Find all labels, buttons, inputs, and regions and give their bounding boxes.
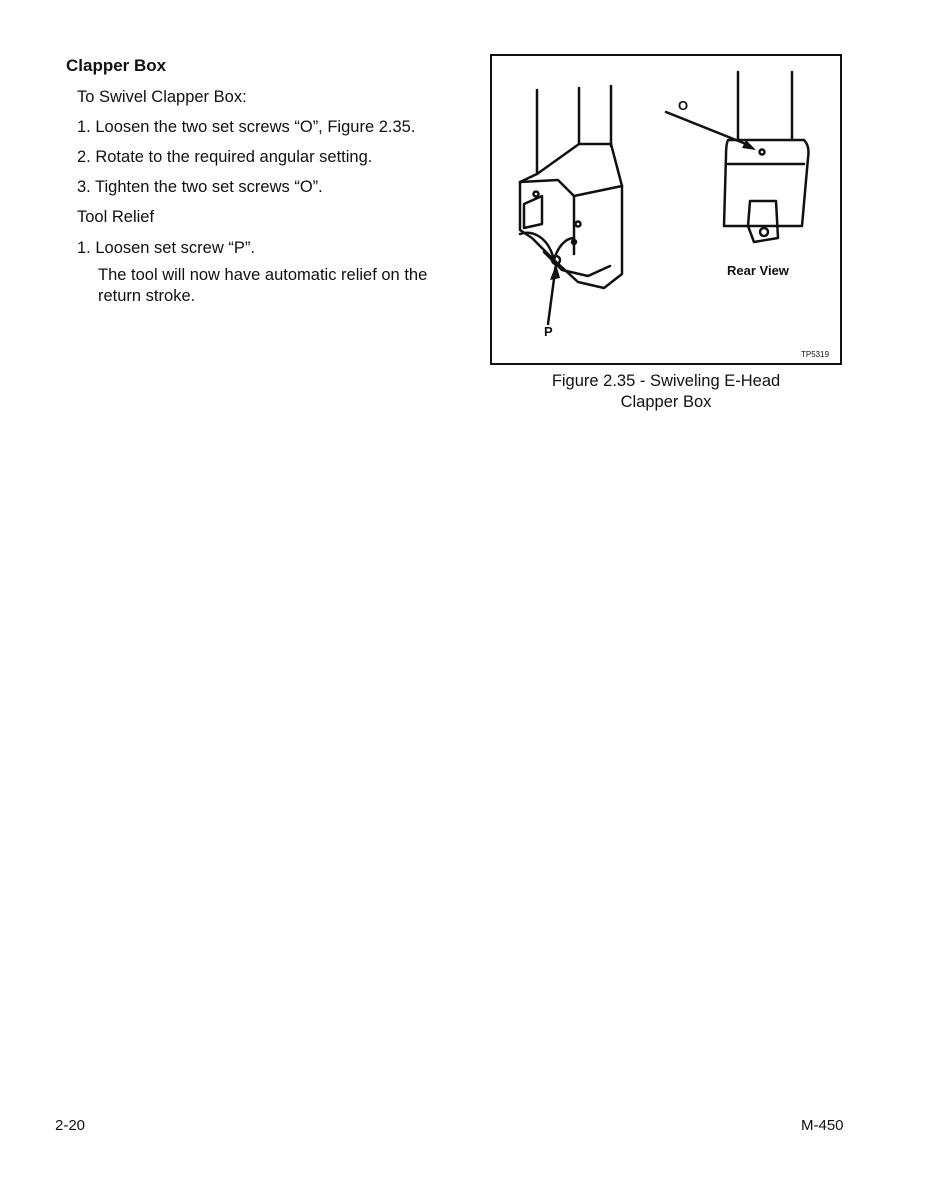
relief-step-1: 1. Loosen set screw “P”.	[77, 239, 255, 257]
section-title: Clapper Box	[66, 56, 167, 75]
page-number: 2-20	[55, 1117, 86, 1134]
clapper-box-illustration	[492, 56, 840, 363]
swivel-step-3: 3. Tighten the two set screws “O”.	[77, 178, 323, 196]
swivel-intro: To Swivel Clapper Box:	[77, 88, 247, 106]
figure-frame	[490, 54, 842, 365]
relief-note-line-1: The tool will now have automatic relief on the	[98, 266, 428, 284]
figure-code: TP5319	[801, 350, 830, 359]
label-o: O	[678, 98, 689, 113]
manual-id: M-450	[801, 1117, 844, 1134]
label-p: P	[544, 324, 553, 339]
figure-caption-line-1: Figure 2.35 - Swiveling E-Head	[551, 372, 781, 390]
relief-note-line-2: return stroke.	[98, 287, 196, 305]
relief-title: Tool Relief	[77, 208, 155, 226]
swivel-step-1: 1. Loosen the two set screws “O”, Figure 2.35.	[77, 118, 416, 136]
swivel-step-2: 2. Rotate to the required angular setting.	[77, 148, 373, 166]
figure-caption-line-2: Clapper Box	[620, 393, 712, 411]
label-rear-view: Rear View	[727, 263, 789, 278]
